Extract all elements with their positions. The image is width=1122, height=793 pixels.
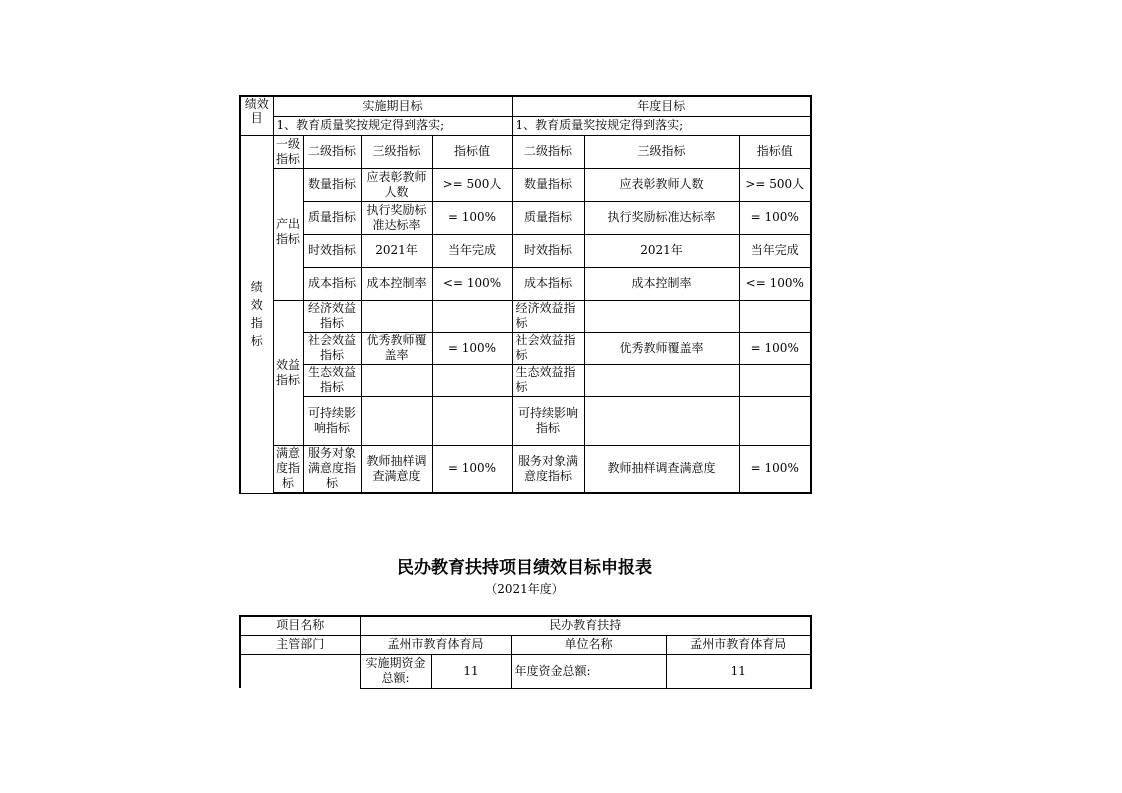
row-level2: 经济效益指标 <box>303 300 361 332</box>
row-annual-value <box>739 396 811 445</box>
row-annual-level3: 应表彰教师人数 <box>584 168 739 201</box>
row-annual-value: = 100% <box>739 445 811 493</box>
row-annual-value: >= 500人 <box>739 168 811 201</box>
row-level2: 成本指标 <box>303 267 361 300</box>
row-level3 <box>361 300 432 332</box>
form-subtitle: （2021年度） <box>485 582 564 596</box>
row-level2: 服务对象满意度指标 <box>303 445 361 493</box>
row-level2: 质量指标 <box>303 201 361 234</box>
row-annual-level3: 执行奖励标准达标率 <box>584 201 739 234</box>
group-benefit: 效益指标 <box>273 300 303 445</box>
row-value: = 100% <box>432 445 512 493</box>
row-annual-level2: 可持续影响指标 <box>512 396 584 445</box>
row-level2: 数量指标 <box>303 168 361 201</box>
row-value: = 100% <box>432 201 512 234</box>
row-level2: 社会效益指标 <box>303 332 361 364</box>
row-level2: 可持续影响指标 <box>303 396 361 445</box>
funds-blank-cell <box>240 654 360 688</box>
group-satisfaction: 满意度指标 <box>273 445 303 493</box>
header-annual-level2: 二级指标 <box>512 135 584 168</box>
row-level3 <box>361 396 432 445</box>
project-name-label: 项目名称 <box>240 616 360 635</box>
row-level3: 应表彰教师人数 <box>361 168 432 201</box>
row-annual-level3: 成本控制率 <box>584 267 739 300</box>
row-annual-level3 <box>584 396 739 445</box>
row-annual-level3 <box>584 364 739 396</box>
row-annual-level3: 2021年 <box>584 234 739 267</box>
header-level3: 三级指标 <box>361 135 432 168</box>
group-output: 产出指标 <box>273 168 303 300</box>
row-annual-value: 当年完成 <box>739 234 811 267</box>
unit-label: 单位名称 <box>511 635 666 654</box>
annual-target-header: 年度目标 <box>512 96 811 116</box>
target-corner-label: 绩效目 <box>240 96 273 135</box>
row-annual-level3: 优秀教师覆盖率 <box>584 332 739 364</box>
row-annual-level3 <box>584 300 739 332</box>
row-value: >= 500人 <box>432 168 512 201</box>
row-value: = 100% <box>432 332 512 364</box>
row-annual-value <box>739 300 811 332</box>
period-funds-value: 11 <box>431 654 511 688</box>
unit-value: 孟州市教育体育局 <box>666 635 811 654</box>
annual-target-text: 1、教育质量奖按规定得到落实; <box>512 116 811 135</box>
row-value <box>432 300 512 332</box>
row-annual-level2: 质量指标 <box>512 201 584 234</box>
row-value <box>432 396 512 445</box>
performance-indicator-table <box>239 95 812 494</box>
row-level3 <box>361 364 432 396</box>
header-annual-value: 指标值 <box>739 135 811 168</box>
row-level2: 时效指标 <box>303 234 361 267</box>
project-name-value: 民办教育扶持 <box>360 616 811 635</box>
row-value: 当年完成 <box>432 234 512 267</box>
row-annual-value: = 100% <box>739 201 811 234</box>
row-annual-value <box>739 364 811 396</box>
row-annual-level2: 数量指标 <box>512 168 584 201</box>
row-level3: 2021年 <box>361 234 432 267</box>
row-level3: 执行奖励标准达标率 <box>361 201 432 234</box>
annual-funds-label: 年度资金总额: <box>511 654 666 688</box>
period-target-header: 实施期目标 <box>273 96 512 116</box>
dept-label: 主管部门 <box>240 635 360 654</box>
row-level2: 生态效益指标 <box>303 364 361 396</box>
row-annual-level2: 生态效益指标 <box>512 364 584 396</box>
row-annual-level2: 时效指标 <box>512 234 584 267</box>
row-annual-value: = 100% <box>739 332 811 364</box>
row-annual-level2: 社会效益指标 <box>512 332 584 364</box>
project-info-table <box>239 615 812 689</box>
header-level2: 二级指标 <box>303 135 361 168</box>
header-annual-level3: 三级指标 <box>584 135 739 168</box>
row-value: <= 100% <box>432 267 512 300</box>
row-value <box>432 364 512 396</box>
row-annual-level2: 经济效益指标 <box>512 300 584 332</box>
header-level1: 一级指标 <box>273 135 303 168</box>
annual-funds-value: 11 <box>666 654 811 688</box>
row-level3: 优秀教师覆盖率 <box>361 332 432 364</box>
form-title: 民办教育扶持项目绩效目标申报表 <box>397 558 652 578</box>
row-level3: 成本控制率 <box>361 267 432 300</box>
row-annual-level3: 教师抽样调查满意度 <box>584 445 739 493</box>
indicator-side-label: 绩 效 指 标 <box>240 135 273 493</box>
period-funds-label: 实施期资金总额: <box>360 654 431 688</box>
row-annual-level2: 成本指标 <box>512 267 584 300</box>
period-target-text: 1、教育质量奖按规定得到落实; <box>273 116 512 135</box>
header-value: 指标值 <box>432 135 512 168</box>
dept-value: 孟州市教育体育局 <box>360 635 511 654</box>
row-annual-value: <= 100% <box>739 267 811 300</box>
row-level3: 教师抽样调查满意度 <box>361 445 432 493</box>
row-annual-level2: 服务对象满意度指标 <box>512 445 584 493</box>
